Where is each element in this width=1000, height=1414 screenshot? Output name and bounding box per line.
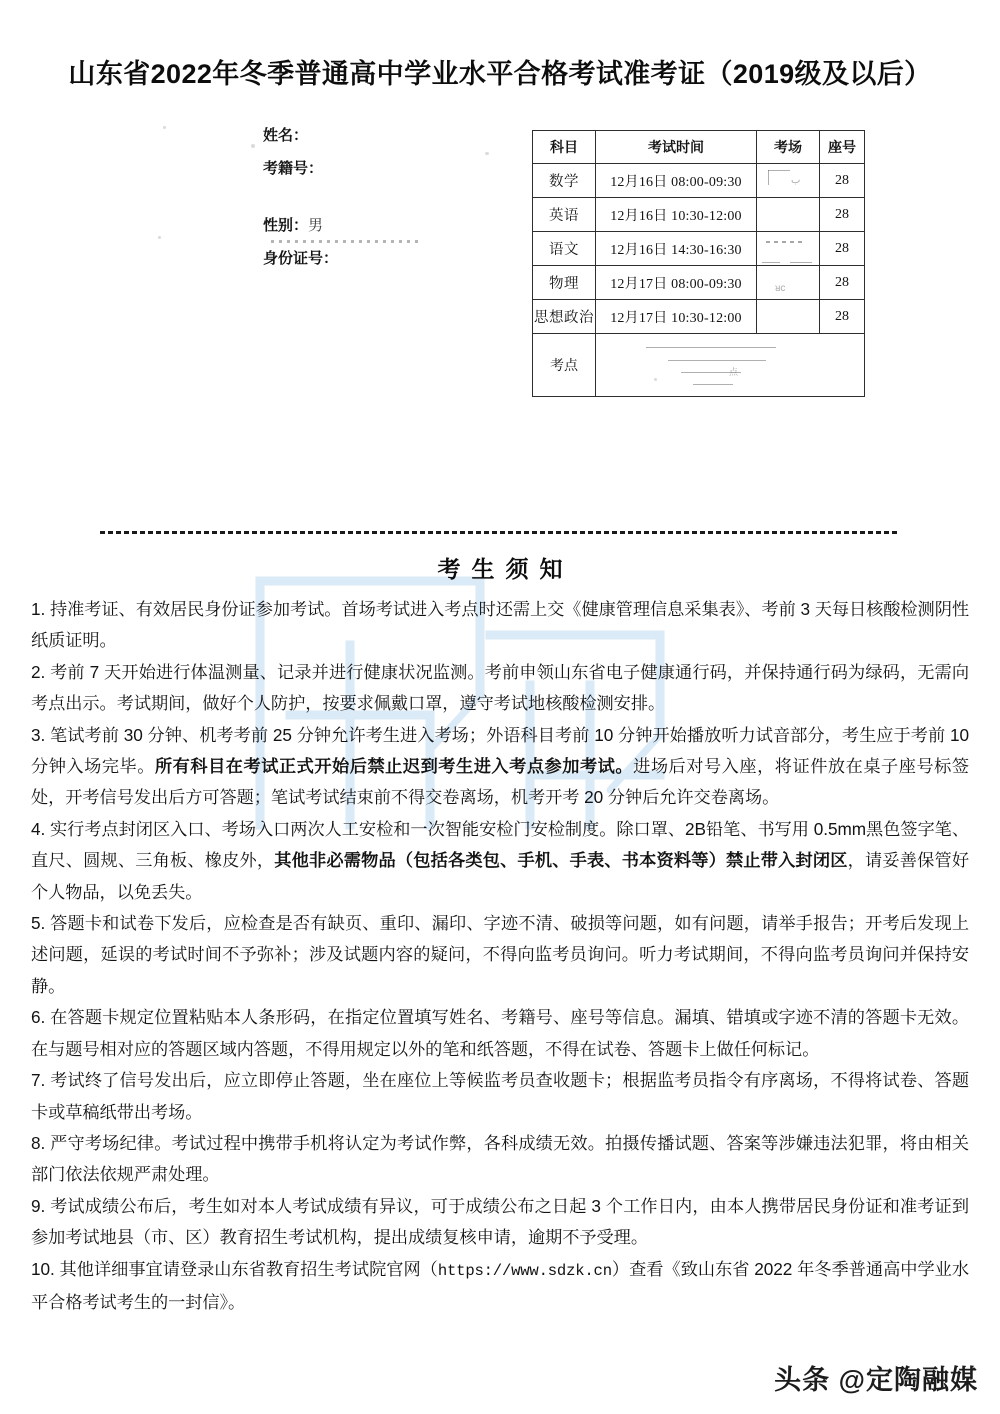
redaction-mark: [668, 360, 766, 361]
candidate-id-card-row: [263, 251, 338, 266]
notice-item: [31, 1065, 969, 1128]
cell-seat-number: 28: [820, 198, 865, 232]
notice-item-number: 8.: [31, 1132, 46, 1153]
redaction-mark: [693, 384, 733, 385]
candidate-gender-label: 性别：: [263, 217, 309, 234]
cell-exam-time: 12月17日 08:00-09:30: [596, 266, 757, 300]
notice-item-number: 9.: [31, 1195, 46, 1216]
notice-text: ，请妥善保管好个人物品，以免丢失。: [31, 850, 969, 902]
table-row: [533, 266, 865, 300]
cell-seat-number: 28: [820, 300, 865, 334]
notice-item-number: 10.: [31, 1258, 55, 1279]
table-row-exam-site: [533, 334, 865, 397]
candidate-name-row: [263, 128, 338, 143]
cell-exam-site-value: [596, 334, 865, 397]
notice-text: 笔试考前 30 分钟、机考考前 25 分钟允许考生进入考场；外语科目考前 10 分钟开始播放听力试音部分，考生应于考前 10 分钟入场完毕。: [31, 724, 969, 777]
redaction-mark: [768, 170, 790, 171]
cell-seat-number: 28: [820, 232, 865, 266]
scan-speck: [485, 152, 489, 155]
notice-item: [31, 814, 969, 908]
redaction-mark: ᴚᴄ: [775, 283, 786, 294]
header-subject: 科目: [533, 131, 596, 164]
redaction-mark: ب: [791, 175, 801, 186]
cell-exam-room: [757, 232, 820, 266]
notice-text: 持准考证、有效居民身份证参加考试。首场考试进入考点时还需上交《健康管理信息采集表》、考前 3 天每日核酸检测阴性纸质证明。: [31, 599, 969, 651]
notice-text: 严守考场纪律。考试过程中携带手机将认定为考试作弊，各科成绩无效。拍摄传播试题、答案等涉嫌违法犯罪，将由相关部门依法依规严肃处理。: [31, 1132, 969, 1185]
notice-text: 进场后对号入座，将证件放在桌子座号标签处，开考信号发出后方可答题；笔试考试结束前不得交卷离场，机考开考 20 分钟后允许交卷离场。: [31, 756, 970, 808]
header-exam-time: 考试时间: [596, 131, 757, 164]
notice-item: [31, 720, 969, 814]
cell-seat-number: 28: [820, 266, 865, 300]
candidate-name-label: 姓名：: [263, 127, 309, 144]
notice-item: [31, 1128, 969, 1191]
notice-item-number: 1.: [31, 599, 46, 619]
notice-text: 其他详细事宜请登录山东省教育招生考试院官网（: [54, 1258, 438, 1279]
cell-exam-room: [757, 198, 820, 232]
table-header-row: [533, 131, 865, 164]
candidate-exam-id-row: [263, 161, 338, 176]
cell-exam-site-label: 考点: [533, 334, 596, 397]
cell-subject: 数学: [533, 164, 596, 198]
notice-item: [31, 657, 969, 720]
cell-seat-number: 28: [820, 164, 865, 198]
cell-exam-time: 12月16日 08:00-09:30: [596, 164, 757, 198]
notice-item-number: 7.: [31, 1070, 46, 1091]
candidate-id-card-label: 身份证号：: [263, 250, 339, 267]
notice-item: [31, 908, 969, 1002]
notice-emphasis: 所有科目在考试正式开始后禁止迟到考生进入考点参加考试。: [154, 756, 634, 777]
table-row: [533, 232, 865, 266]
candidate-gender-value: 男: [308, 217, 324, 234]
notice-item-number: 6.: [31, 1007, 46, 1028]
redaction-mark: 点: [729, 367, 739, 377]
cell-exam-time: 12月16日 10:30-12:00: [596, 198, 757, 232]
redaction-mark: [766, 241, 806, 243]
cell-subject: 思想政治: [533, 300, 596, 334]
scan-speck: [251, 144, 255, 148]
notice-item: [31, 1002, 969, 1065]
footer-watermark: 头条 @定陶融媒: [774, 1365, 978, 1395]
notice-text: ）查看《致山东省 2022 年冬季普通高中学业水平合格考试考生的一封信》。: [31, 1258, 969, 1312]
redaction-mark: [762, 262, 780, 263]
notice-item: [31, 594, 969, 657]
notice-item-number: 4.: [31, 818, 46, 839]
cell-exam-room: [757, 266, 820, 300]
notice-item-number: 5.: [31, 913, 46, 934]
candidate-gender-row: [263, 218, 338, 233]
candidate-info-block: [263, 128, 338, 266]
candidate-exam-id-label: 考籍号：: [263, 160, 324, 177]
table-row: [533, 164, 865, 198]
table-row: [533, 198, 865, 232]
scan-speck: [654, 378, 657, 381]
notice-item: [31, 1254, 969, 1319]
notice-text: 考试终了信号发出后，应立即停止答题，坐在座位上等候监考员查收题卡；根据监考员指令有序离场，不得将试卷、答题卡或草稿纸带出考场。: [31, 1070, 969, 1122]
scan-speck: [163, 126, 166, 129]
notice-list: [31, 594, 969, 1318]
notice-text: 在答题卡规定位置粘贴本人条形码，在指定位置填写姓名、考籍号、座号等信息。漏填、错填或字迹不清的答题卡无效。在与题号相对应的答题区域内答题，不得用规定以外的笔和纸答题，不得在试卷、答题卡上做任何标记。: [31, 1007, 969, 1059]
cell-subject: 语文: [533, 232, 596, 266]
redaction-mark: [646, 347, 776, 348]
dashed-separator: [100, 531, 900, 534]
notice-item: [31, 1191, 969, 1254]
scan-speck: [158, 236, 161, 239]
notice-item-number: 2.: [31, 661, 46, 682]
cell-exam-room: [757, 164, 820, 198]
notice-text: 考前 7 天开始进行体温测量、记录并进行健康状况监测。考前申领山东省电子健康通行码，并保持通行码为绿码，无需向考点出示。考试期间，做好个人防护，按要求佩戴口罩，遵守考试地核酸检测安排。: [31, 661, 969, 714]
notice-text: 答题卡和试卷下发后，应检查是否有缺页、重印、漏印、字迹不清、破损等问题，如有问题，请举手报告；开考后发现上述问题，延误的考试时间不予弥补；涉及试题内容的疑问，不得向监考员询问。听力考试期间，不得向监考员询问并保持安静。: [31, 913, 969, 996]
cell-exam-room: [757, 300, 820, 334]
header-seat-number: 座号: [820, 131, 865, 164]
redaction-mark: [768, 170, 769, 185]
notice-url: https://www.sdzk.cn: [437, 1261, 612, 1280]
notice-item-number: 3.: [31, 724, 46, 745]
cell-subject: 物理: [533, 266, 596, 300]
cell-subject: 英语: [533, 198, 596, 232]
notice-heading: 考生须知: [437, 556, 574, 582]
id-card-redaction-mark: [271, 240, 419, 243]
redaction-mark: [790, 262, 812, 263]
exam-schedule-table: [532, 130, 865, 397]
cell-exam-time: 12月16日 14:30-16:30: [596, 232, 757, 266]
notice-text: 实行考点封闭区入口、考场入口两次人工安检和一次智能安检门安检制度。除口罩、2B铅笔、书写用 0.5mm黑色签字笔、直尺、圆规、三角板、橡皮外，: [31, 818, 969, 871]
page-title: 山东省2022年冬季普通高中学业水平合格考试准考证（2019级及以后）: [68, 59, 932, 89]
header-exam-room: 考场: [757, 131, 820, 164]
table-row: [533, 300, 865, 334]
cell-exam-time: 12月17日 10:30-12:00: [596, 300, 757, 334]
notice-text: 考试成绩公布后，考生如对本人考试成绩有异议，可于成绩公布之日起 3 个工作日内，由本人携带居民身份证和准考证到参加考试地县（市、区）教育招生考试机构，提出成绩复核申请，逾期不予受理。: [31, 1195, 969, 1248]
notice-emphasis: 其他非必需物品（包括各类包、手机、手表、书本资料等）禁止带入封闭区: [274, 850, 848, 871]
